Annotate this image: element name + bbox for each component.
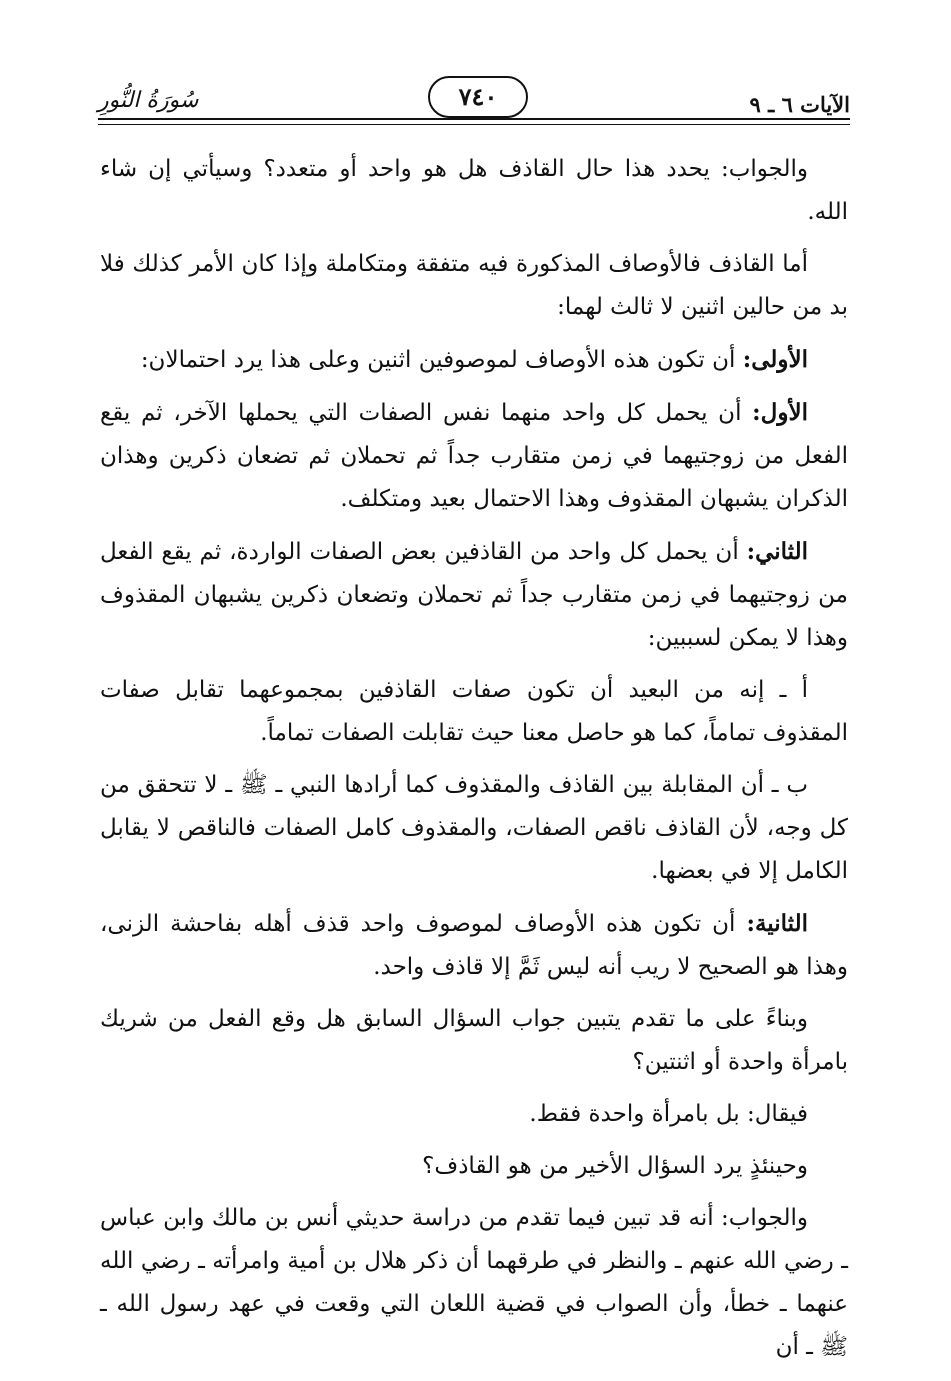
header-divider-thin (98, 124, 850, 125)
paragraph (100, 338, 848, 382)
paragraph-label: الأولى: (742, 346, 808, 373)
paragraph-label: الأول: (752, 399, 808, 426)
verses-range-label: الآيات ٦ ـ ٩ (749, 92, 850, 117)
paragraph-text: وبناءً على ما تقدم يتبين جواب السؤال السابق هل وقع الفعل من شريك بامرأة واحدة أو اثنتين؟ (100, 1006, 848, 1075)
paragraph-text: والجواب: يحدد هذا حال القاذف هل هو واحد أو متعدد؟ وسيأتي إن شاء الله. (100, 156, 848, 225)
paragraph-label: الثاني: (746, 538, 808, 565)
paragraph (100, 1145, 848, 1188)
paragraph-text: أما القاذف فالأوصاف المذكورة فيه متفقة ومتكاملة وإذا كان الأمر كذلك فلا بد من حالين اثنين لا ثالث لهما: (100, 251, 848, 320)
paragraph-text: أن تكون هذه الأوصاف لموصوف واحد قذف أهله بفاحشة الزنى، وهذا هو الصحيح لا ريب أنه ليس ثَمَّ إلا قاذف واحد. (100, 911, 848, 980)
paragraph (100, 1093, 848, 1136)
paragraph (100, 764, 848, 893)
paragraph-text: أن يحمل كل واحد من القاذفين بعض الصفات الواردة، ثم يقع الفعل من زوجتيهما في زمن متقارب جداً ثم تحملان وتضعان ذكرين يشبهان المقذوف وهذا لا يمكن لسببين: (100, 539, 848, 651)
page-body (100, 148, 848, 1378)
page-number: ٧٤٠ (428, 76, 528, 118)
paragraph-label: الثانية: (746, 910, 808, 937)
paragraph (100, 391, 848, 521)
page-header (98, 72, 850, 124)
paragraph-text: وحينئذٍ يرد السؤال الأخير من هو القاذف؟ (422, 1153, 808, 1179)
paragraph (100, 148, 848, 234)
paragraph-text: أن يحمل كل واحد منهما نفس الصفات التي يحملها الآخر، ثم يقع الفعل من زوجتيهما في زمن متقارب جداً ثم تحملان ثم تضعان ذكرين وهذان الذكران يشبهان المقذوف وهذا الاحتمال بعيد ومتكلف. (100, 400, 848, 512)
paragraph-text: فيقال: بل بامرأة واحدة فقط. (529, 1101, 808, 1127)
paragraph-text: ب ـ أن المقابلة بين القاذف والمقذوف كما أرادها النبي ـ ﷺ ـ لا تتحقق من كل وجه، لأن القاذف ناقص الصفات، والمقذوف كامل الصفات فالناقص لا يقابل الكامل إلا في بعضها. (100, 772, 848, 884)
paragraph (100, 998, 848, 1084)
paragraph-text: والجواب: أنه قد تبين فيما تقدم من دراسة حديثي أنس بن مالك وابن عباس ـ رضي الله عنهم ـ والنظر في طرقهما أن ذكر هلال بن أمية وامرأته ـ رضي الله عنهما ـ خطأ، وأن الصواب في قضية اللعان التي وقعت في عهد رسول الله ـ ﷺ ـ أن (100, 1205, 848, 1360)
paragraph (100, 1197, 848, 1369)
paragraph (100, 669, 848, 755)
paragraph-text: أ ـ إنه من البعيد أن تكون صفات القاذفين بمجموعهما تقابل صفات المقذوف تماماً، كما هو حاصل معنا حيث تقابلت الصفات تماماً. (100, 677, 848, 746)
paragraph (100, 243, 848, 329)
surah-title: سُورَةُ النُّورِ (98, 88, 199, 113)
header-divider (98, 118, 850, 120)
paragraph (100, 530, 848, 660)
paragraph (100, 902, 848, 989)
paragraph-text: أن تكون هذه الأوصاف لموصوفين اثنين وعلى هذا يرد احتمالان: (140, 347, 743, 373)
